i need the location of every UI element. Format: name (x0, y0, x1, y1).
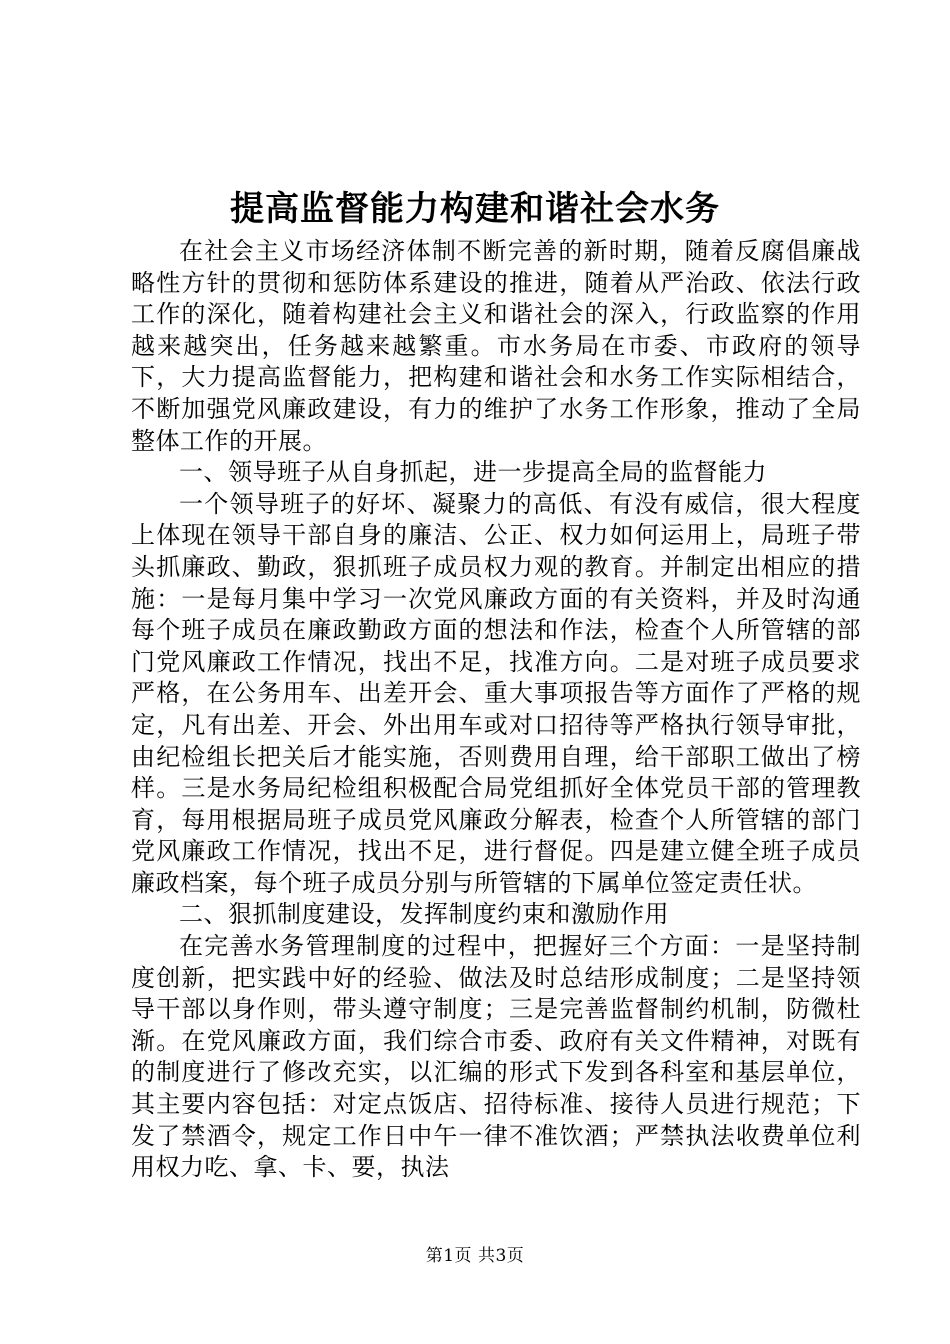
document-body (131, 236, 861, 1184)
section-heading-1: 一、领导班子从自身抓起，进一步提高全局的监督能力 (179, 458, 767, 487)
page-footer: 第1页 共3页 (425, 1246, 525, 1266)
section-1-paragraph: 一个领导班子的好坏、凝聚力的高低、有没有威信，很大程度上体现在领导干部自身的廉洁、公正、权力如何运用上，局班子带头抓廉政、勤政，狠抓班子成员权力观的教育。并制定出相应的措施：一是每月集中学习一次党风廉政方面的有关资料，并及时沟通每个班子成员在廉政勤政方面的想法和作法，检查个人所管辖的部门党风廉政工作情况，找出不足，找准方向。二是对班子成员要求严格，在公务用车、出差开会、重大事项报告等方面作了严格的规定，凡有出差、开会、外出用车或对口招待等严格执行领导审批，由纪检组长把关后才能实施，否则费用自理，给干部职工做出了榜样。三是水务局纪检组积极配合局党组抓好全体党员干部的管理教育，每用根据局班子成员党风廉政分解表，检查个人所管辖的部门党风廉政工作情况，找出不足，进行督促。四是建立健全班子成员廉政档案，每个班子成员分别与所管辖的下属单位签定责任状。 (131, 489, 861, 897)
intro-paragraph: 在社会主义市场经济体制不断完善的新时期，随着反腐倡廉战略性方针的贯彻和惩防体系建设的推进，随着从严治政、依法行政工作的深化，随着构建社会主义和谐社会的深入，行政监察的作用越来越突出，任务越来越繁重。市水务局在市委、市政府的领导下，大力提高监督能力，把构建和谐社会和水务工作实际相结合，不断加强党风廉政建设，有力的维护了水务工作形象，推动了全局整体工作的开展。 (131, 237, 861, 455)
document-title: 提高监督能力构建和谐社会水务 (230, 189, 720, 229)
section-2-paragraph: 在完善水务管理制度的过程中，把握好三个方面：一是坚持制度创新，把实践中好的经验、做法及时总结形成制度；二是坚持领导干部以身作则，带头遵守制度；三是完善监督制约机制，防微杜渐。在党风廉政方面，我们综合市委、政府有关文件精神，对既有的制度进行了修改充实，以汇编的形式下发到各科室和基层单位，其主要内容包括：对定点饭店、招待标准、接待人员进行规范；下发了禁酒令，规定工作日中午一律不准饮酒；严禁执法收费单位利用权力吃、拿、卡、要，执法 (131, 932, 861, 1182)
section-heading-2: 二、狠抓制度建设，发挥制度约束和激励作用 (179, 900, 669, 929)
